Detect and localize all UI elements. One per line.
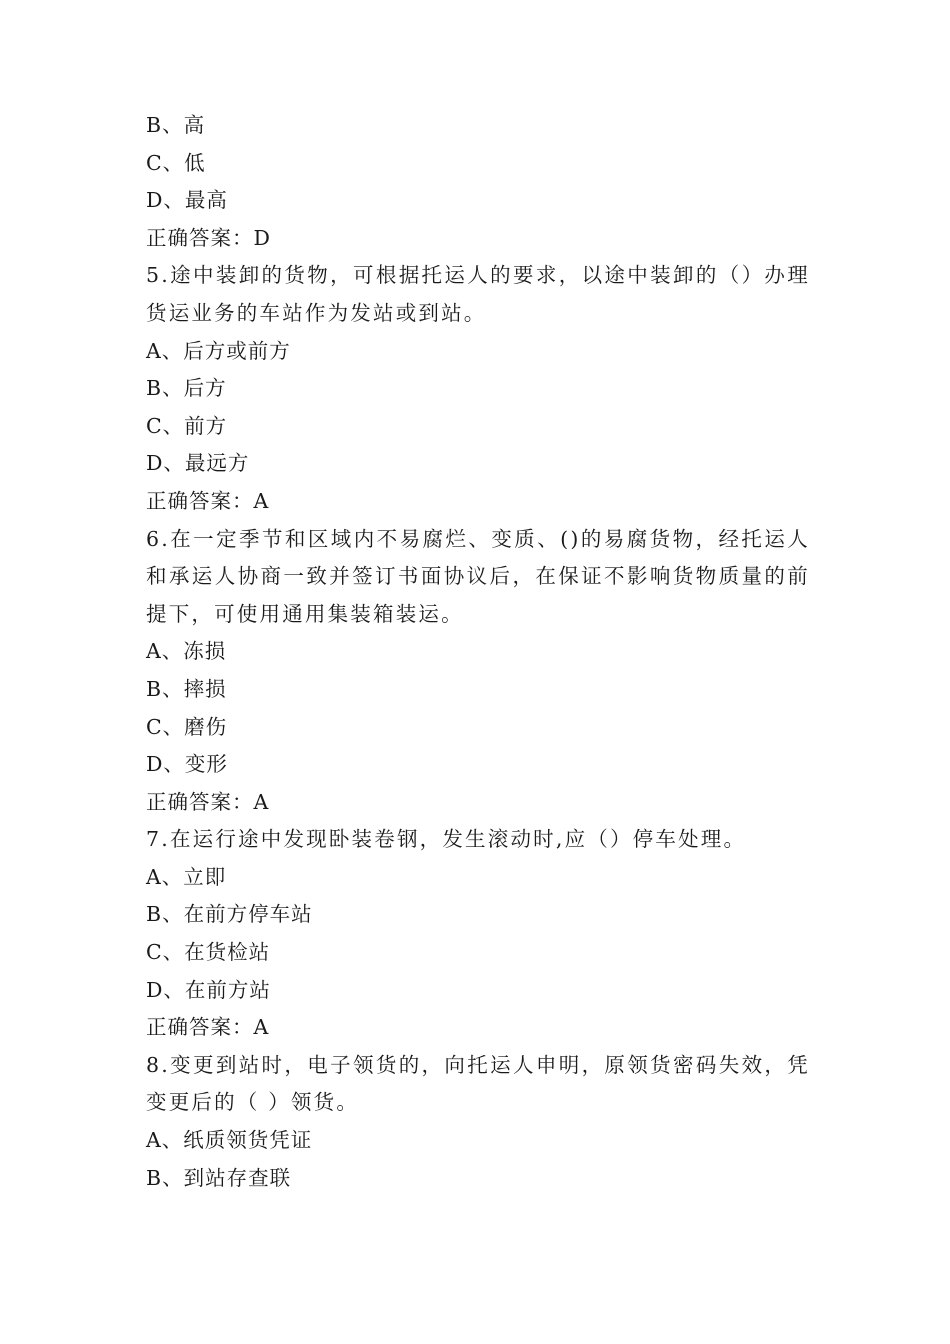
option-line: B、摔损 [146, 676, 227, 701]
option-line: D、在前方站 [146, 977, 271, 1002]
question-text: 6.在一定季节和区域内不易腐烂、变质、()的易腐货物，经托运人和承运人协商一致并签订书面协议后，在保证不影响货物质量的前提下，可使用通用集装箱装运。 [146, 526, 810, 626]
option-line: C、低 [146, 150, 206, 175]
option-line: A、后方或前方 [146, 338, 291, 363]
question-text: 5.途中装卸的货物，可根据托运人的要求，以途中装卸的（）办理货运业务的车站作为发站或到站。 [146, 263, 810, 325]
option-line: C、前方 [146, 413, 228, 438]
answer-line: 正确答案：A [146, 1015, 270, 1040]
answer-line: 正确答案：A [146, 789, 270, 814]
option-line: A、冻损 [146, 639, 227, 664]
option-line: A、立即 [146, 864, 227, 889]
option-line: B、后方 [146, 376, 227, 401]
option-line: D、最高 [146, 188, 228, 213]
option-line: B、到站存查联 [146, 1165, 292, 1190]
document-content [146, 107, 810, 1197]
answer-line: 正确答案：A [146, 488, 270, 513]
option-line: C、磨伤 [146, 714, 228, 739]
option-line: B、高 [146, 113, 206, 137]
question-text: 7.在运行途中发现卧装卷钢，发生滚动时,应（）停车处理。 [146, 827, 747, 852]
option-line: D、最远方 [146, 451, 250, 476]
option-line: B、在前方停车站 [146, 902, 313, 927]
option-line: A、纸质领货凭证 [146, 1128, 313, 1153]
answer-line: 正确答案：D [146, 225, 271, 250]
option-line: C、在货检站 [146, 940, 271, 965]
question-text: 8.变更到站时，电子领货的，向托运人申明，原领货密码失效，凭变更后的（ ）领货。 [146, 1052, 810, 1115]
option-line: D、变形 [146, 752, 228, 777]
